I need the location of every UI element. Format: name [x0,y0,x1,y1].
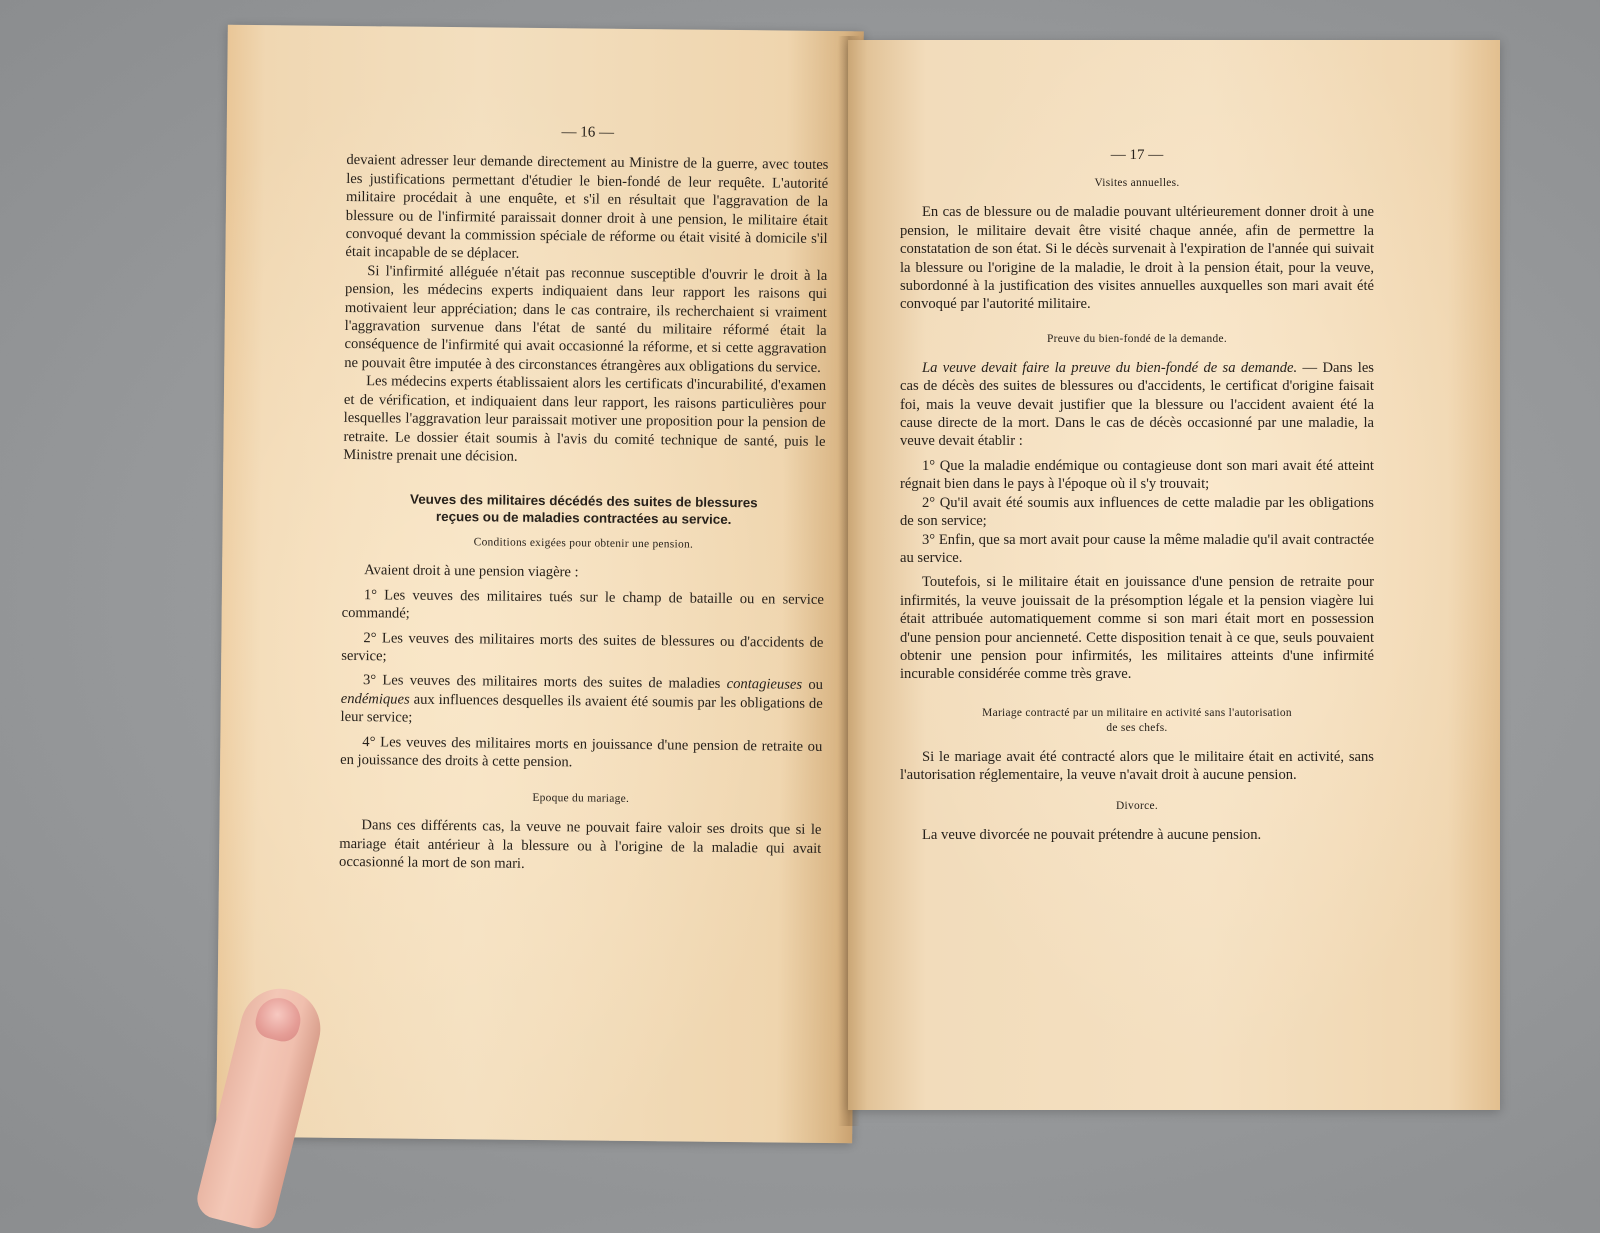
section-heading-veuves [343,490,825,529]
right-list-item-3: 3° Enfin, que sa mort avait pour cause la même maladie qu'il avait contractée au service. [900,531,1374,566]
left-paragraph-2: Si l'infirmité alléguée n'était pas reconnue susceptible d'ouvrir le droit à la pension, les médecins experts indiquaient dans leur rapport les raisons qui motivaient leur appréciation; dans le cas contraire, ils recherchaient si vraiment l'aggravation survenue dans l'état de santé du militaire réformé était la conséquence de l'infirmité qui avait occasionné la réforme, et si cette aggravation ne pouvait être imputée à des circonstances étrangères aux obligations du service. [344,263,828,376]
section-heading-line-1: Veuves des militaires décédés des suites de blessures [409,491,758,511]
left-paragraph-3: Les médecins experts établissaient alors les certificats d'incurabilité, d'examen et de vérification, et indiquaient dans leur rapport, les raisons particulières pour lesquelles l'aggravation leur paraissait motiver une proposition pour la pension de retraite. Le dossier était soumis à l'avis du comité technique de santé, puis le Ministre prenait une décision. [343,373,827,465]
subheading-epoque: Epoque du mariage. [532,792,630,806]
subheading-mariage [900,706,1374,736]
left-page-text [339,121,829,877]
pension-intro: Avaient droit à une pension viagère : [364,562,579,581]
preuve-paragraph [900,359,1374,451]
epoque-paragraph: Dans ces différents cas, la veuve ne pouvait faire valoir ses droits que si le mariage était antérieur à la blessure ou à l'origine de la maladie qui avait occasionné la mort de son mari. [338,817,822,873]
right-page [848,40,1500,1110]
item3-ou: ou [808,677,824,694]
left-paragraph-1: devaient adresser leur demande directement au Ministre de la guerre, avec toutes les justifications permettant d'étudier le bien-fondé de leur requête. L'autorité militaire procédait à une enquête, et s'il en résultait que l'aggravation de la blessure ou de l'infirmité paraissait donner droit à une pension, le militaire était convoqué devant la commission spéciale de réforme ou était visité à domicile s'il était incapable de se déplacer. [345,152,829,263]
right-list-item-2: 2° Qu'il avait été soumis aux influences de cette maladie par les obligations de son service; [900,494,1374,530]
subheading-visites: Visites annuelles. [1094,177,1180,190]
visites-paragraph: En cas de blessure ou de maladie pouvant ultérieurement donner droit à une pension, le militaire devait être visité chaque année, afin de permettre la constatation de son état. Si le décès survenait à l'expiration de l'année qui suivait la blessure ou l'origine de la maladie, le droit à la pension était, pour la veuve, subordonné à la justification des visites annuelles auxquelles son mari avait été convoqué par l'autorité militaire. [900,204,1374,313]
item3-contagieuses: contagieuses [726,676,803,694]
subheading-mariage-line-1: Mariage contracté par un militaire en activité sans l'autorisation [982,706,1292,719]
left-list-item-2: 2° Les veuves des militaires morts des suites de blessures ou d'accidents de service; [341,629,824,665]
page-number-16: — 16 — [561,124,615,141]
section-heading-line-2: reçues ou de maladies contractées au service. [435,509,732,528]
fingernail [252,993,305,1044]
item3-part-a: 3° Les veuves des militaires morts des suites de maladies [362,672,721,693]
subheading-mariage-line-2: de ses chefs. [1106,721,1168,734]
mariage-paragraph: Si le mariage avait été contracté alors que le militaire était en activité, sans l'autorisation réglementaire, la veuve n'avait droit à aucune pension. [900,748,1374,784]
toutefois-paragraph: Toutefois, si le militaire était en jouissance d'une pension de retraite pour infirmités, la veuve jouissait de la présomption légale et la pension viagère lui était attribuée automatiquement comme si son mari était mort en possession d'une pension pour ancienneté. Cette disposition tenait à ce que, seuls pouvaient obtenir une pension pour infirmités, les militaires atteints d'une infirmité incurable considérée comme très grave. [900,574,1374,683]
page-number-17: — 17 — [1110,147,1164,163]
left-page [216,25,864,1144]
left-list-item-1: 1° Les veuves des militaires tués sur le champ de bataille ou en service commandé; [341,586,824,622]
right-page-text [900,146,1374,844]
left-list-item-3 [340,671,823,731]
divorce-paragraph: La veuve divorcée ne pouvait prétendre à aucune pension. [922,826,1262,843]
subheading-divorce: Divorce. [1116,799,1158,812]
right-list-item-1: 1° Que la maladie endémique ou contagieuse dont son mari avait été atteint régnait bien dans le pays à l'époque où il s'y trouvait; [900,457,1374,493]
subheading-preuve: Preuve du bien-fondé de la demande. [1046,332,1228,345]
preuve-text: — Dans les cas de décès des suites de blessures ou d'accidents, le certificat d'origine faisait foi, mais la veuve devait justifier que la blessure ou l'accident avaient été la cause directe de la mort. Dans le cas de décès occasionné par une maladie, la veuve devait établir : [900,359,1374,450]
left-list-item-4: 4° Les veuves des militaires morts en jouissance d'une pension de retraite ou en jouissance des droits à cette pension. [340,733,823,771]
item3-part-e: aux influences desquelles ils avaient été soumis par les obligations de leur service; [340,691,823,726]
preuve-italic-sentence: La veuve devait faire la preuve du bien-fondé de sa demande. [922,359,1298,376]
item3-endemiques: endémiques [340,690,410,708]
subheading-conditions: Conditions exigées pour obtenir une pension. [473,536,694,551]
